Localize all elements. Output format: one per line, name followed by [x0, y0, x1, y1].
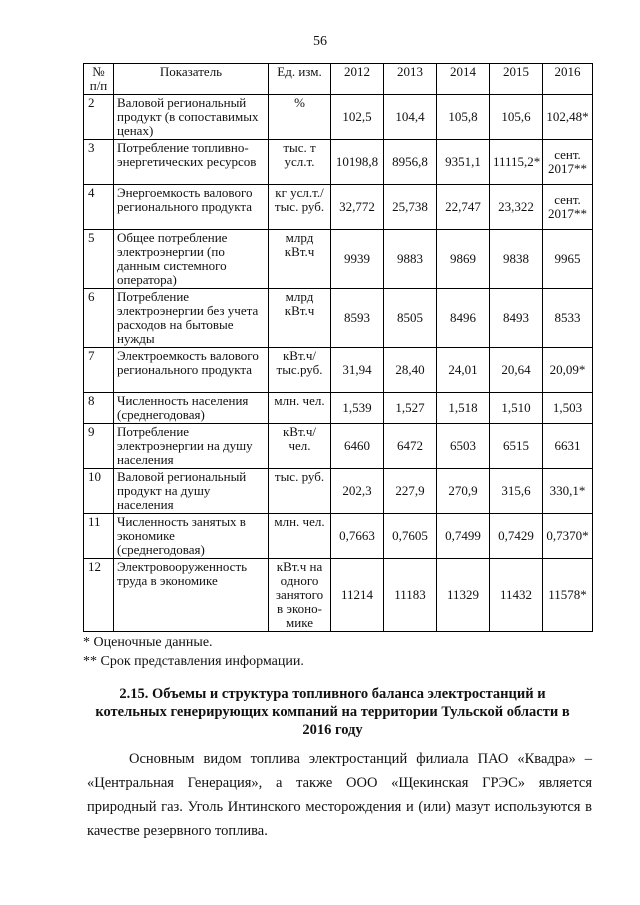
indicator-name-cell: Валовой региональный продукт на душу населения: [114, 469, 269, 514]
table-row: [84, 348, 593, 393]
unit-cell: млн. чел.: [269, 514, 331, 559]
table-row: [84, 559, 593, 632]
value-cell: 105,8: [437, 95, 490, 140]
section-heading: 2.15. Объемы и структура топливного баланса электростанций и котельных генерирующих компаний на территории Тульской области в 2016 году: [95, 686, 570, 738]
table-header-row: [84, 64, 593, 95]
value-cell: 1,503: [543, 393, 593, 424]
row-number-cell: 7: [84, 348, 114, 393]
value-cell: 8533: [543, 289, 593, 348]
value-cell: 6460: [331, 424, 384, 469]
value-cell: 8956,8: [384, 140, 437, 185]
row-number-cell: 8: [84, 393, 114, 424]
value-cell: 20,09*: [543, 348, 593, 393]
table-row: [84, 95, 593, 140]
value-cell: сент. 2017**: [543, 185, 593, 230]
indicator-name-cell: Электровооруженность труда в экономике: [114, 559, 269, 632]
value-cell: 9351,1: [437, 140, 490, 185]
value-cell: 0,7370*: [543, 514, 593, 559]
value-cell: 104,4: [384, 95, 437, 140]
value-cell: 6515: [490, 424, 543, 469]
value-cell: 11578*: [543, 559, 593, 632]
unit-cell: тыс. руб.: [269, 469, 331, 514]
paragraph-text: Основным видом топлива электростанций филиала ПАО «Квадра» – «Центральная Генерация», а также ООО «Щекинская ГРЭС» является природный газ. Уголь Интинского месторождения и (или) мазут используются в качестве резервного топлива.: [87, 751, 592, 839]
value-cell: 9869: [437, 230, 490, 289]
indicator-name-cell: Общее потребление электроэнергии (по данным системного оператора): [114, 230, 269, 289]
table-row: [84, 140, 593, 185]
value-cell: 0,7429: [490, 514, 543, 559]
unit-cell: кг усл.т./ тыс. руб.: [269, 185, 331, 230]
table-row: [84, 514, 593, 559]
value-cell: 31,94: [331, 348, 384, 393]
body-paragraph: [87, 747, 592, 843]
unit-cell: млрд кВт.ч: [269, 289, 331, 348]
row-number-cell: 12: [84, 559, 114, 632]
row-number-cell: 10: [84, 469, 114, 514]
row-number-cell: 11: [84, 514, 114, 559]
row-number-cell: 9: [84, 424, 114, 469]
value-cell: 270,9: [437, 469, 490, 514]
row-number-cell: 4: [84, 185, 114, 230]
row-number-cell: 6: [84, 289, 114, 348]
value-cell: 9965: [543, 230, 593, 289]
value-cell: 1,518: [437, 393, 490, 424]
col-header-number: № п/п: [84, 64, 114, 95]
table-row: [84, 469, 593, 514]
value-cell: 8593: [331, 289, 384, 348]
table-row: [84, 289, 593, 348]
value-cell: 102,48*: [543, 95, 593, 140]
value-cell: 0,7499: [437, 514, 490, 559]
value-cell: 227,9: [384, 469, 437, 514]
value-cell: 6631: [543, 424, 593, 469]
value-cell: 9838: [490, 230, 543, 289]
table-row: [84, 393, 593, 424]
table-notes: [83, 633, 304, 671]
value-cell: 25,738: [384, 185, 437, 230]
value-cell: 102,5: [331, 95, 384, 140]
col-header-2014: 2014: [437, 64, 490, 95]
value-cell: 1,539: [331, 393, 384, 424]
table-row: [84, 230, 593, 289]
value-cell: 1,510: [490, 393, 543, 424]
value-cell: 8496: [437, 289, 490, 348]
unit-cell: млн. чел.: [269, 393, 331, 424]
unit-cell: кВт.ч/ чел.: [269, 424, 331, 469]
indicator-name-cell: Валовой региональный продукт (в сопоставимых ценах): [114, 95, 269, 140]
value-cell: 8505: [384, 289, 437, 348]
value-cell: 1,527: [384, 393, 437, 424]
col-header-2013: 2013: [384, 64, 437, 95]
value-cell: 11115,2*: [490, 140, 543, 185]
indicator-name-cell: Энергоемкость валового регионального продукта: [114, 185, 269, 230]
value-cell: 32,772: [331, 185, 384, 230]
unit-cell: кВт.ч/ тыс.руб.: [269, 348, 331, 393]
indicator-name-cell: Потребление топливно-энергетических ресурсов: [114, 140, 269, 185]
row-number-cell: 3: [84, 140, 114, 185]
value-cell: 23,322: [490, 185, 543, 230]
value-cell: 330,1*: [543, 469, 593, 514]
row-number-cell: 2: [84, 95, 114, 140]
note-estimated: * Оценочные данные.: [83, 635, 213, 650]
value-cell: 11329: [437, 559, 490, 632]
table-row: [84, 424, 593, 469]
value-cell: 9939: [331, 230, 384, 289]
unit-cell: тыс. т усл.т.: [269, 140, 331, 185]
value-cell: 22,747: [437, 185, 490, 230]
value-cell: 105,6: [490, 95, 543, 140]
value-cell: 315,6: [490, 469, 543, 514]
value-cell: 11183: [384, 559, 437, 632]
value-cell: 9883: [384, 230, 437, 289]
col-header-2016: 2016: [543, 64, 593, 95]
indicator-name-cell: Численность населения (среднегодовая): [114, 393, 269, 424]
col-header-2015: 2015: [490, 64, 543, 95]
value-cell: 0,7605: [384, 514, 437, 559]
value-cell: 202,3: [331, 469, 384, 514]
indicator-name-cell: Потребление электроэнергии без учета расходов на бытовые нужды: [114, 289, 269, 348]
table-row: [84, 185, 593, 230]
value-cell: 28,40: [384, 348, 437, 393]
value-cell: 11432: [490, 559, 543, 632]
value-cell: 6472: [384, 424, 437, 469]
value-cell: 0,7663: [331, 514, 384, 559]
unit-cell: кВт.ч на одного занятого в эконо-мике: [269, 559, 331, 632]
col-header-unit: Ед. изм.: [269, 64, 331, 95]
indicator-name-cell: Численность занятых в экономике (среднегодовая): [114, 514, 269, 559]
value-cell: 11214: [331, 559, 384, 632]
unit-cell: %: [269, 95, 331, 140]
value-cell: 8493: [490, 289, 543, 348]
value-cell: 6503: [437, 424, 490, 469]
page-number: 56: [313, 34, 327, 49]
value-cell: 20,64: [490, 348, 543, 393]
col-header-2012: 2012: [331, 64, 384, 95]
note-deadline: ** Срок представления информации.: [83, 654, 304, 669]
indicator-name-cell: Электроемкость валового регионального продукта: [114, 348, 269, 393]
value-cell: сент. 2017**: [543, 140, 593, 185]
row-number-cell: 5: [84, 230, 114, 289]
value-cell: 24,01: [437, 348, 490, 393]
col-header-indicator: Показатель: [114, 64, 269, 95]
value-cell: 10198,8: [331, 140, 384, 185]
indicators-table: [83, 63, 593, 632]
unit-cell: млрд кВт.ч: [269, 230, 331, 289]
indicator-name-cell: Потребление электроэнергии на душу населения: [114, 424, 269, 469]
